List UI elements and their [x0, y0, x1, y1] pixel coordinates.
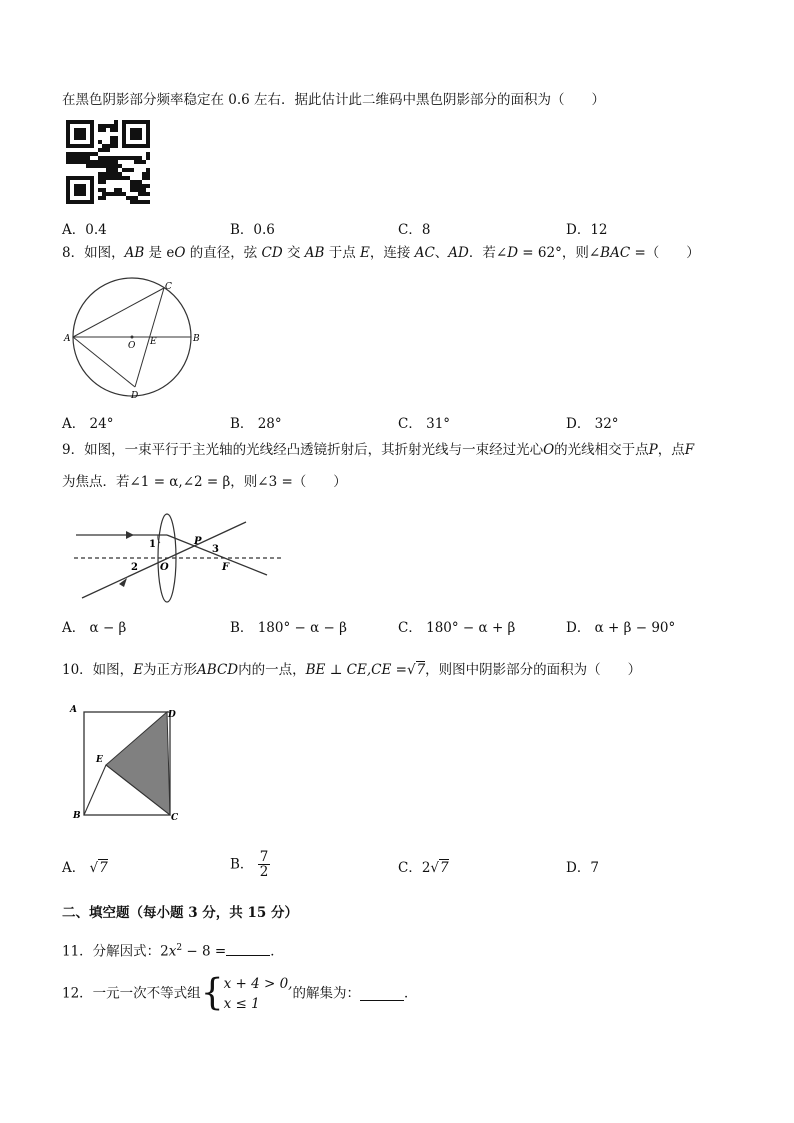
segment-be	[84, 765, 106, 815]
label-b: B	[73, 811, 81, 821]
angle-1-label: 1	[149, 539, 156, 550]
label-f: F	[222, 562, 230, 573]
label-c: C	[165, 282, 172, 292]
q9-option-b: B． 180° − α − β	[230, 620, 347, 636]
q7-stem: 在黑色阴影部分频率稳定在 0.6 左右．据此估计此二维码中黑色阴影部分的面积为（ ）	[62, 92, 606, 108]
q10-option-b: B． $\frac{7}{2}$	[230, 849, 269, 880]
label-o: O	[128, 341, 136, 351]
angle-2-label: 2	[131, 562, 138, 573]
q7-option-a: A．0.4	[62, 222, 107, 238]
q8-option-d: D． 32°	[566, 416, 619, 432]
lens-diagram	[64, 510, 294, 610]
label-a: A	[70, 705, 77, 715]
segment-ac	[73, 288, 164, 337]
square-diagram	[64, 700, 194, 830]
label-d: D	[131, 391, 139, 401]
q8-option-b: B． 28°	[230, 416, 282, 432]
q10-option-a: A． √7	[62, 860, 108, 876]
q9-stem-line1: 9．如图，一束平行于主光轴的光线经凸透镜折射后，其折射光线与一束经过光心O的光线相交于点P，点F	[62, 442, 695, 458]
label-b: B	[193, 334, 200, 344]
q7-option-d: D．12	[566, 222, 608, 238]
q9-option-d: D． α + β − 90°	[566, 620, 676, 636]
segment-ad	[73, 337, 135, 387]
q9-stem-line2: 为焦点．若∠1 = α,∠2 = β，则∠3 =（ ）	[62, 474, 347, 490]
refracted-ray	[167, 535, 267, 575]
label-a: A	[64, 334, 71, 344]
q10-option-c: C．2√7	[398, 860, 449, 876]
q8-option-a: A． 24°	[62, 416, 114, 432]
label-e: E	[150, 337, 157, 347]
angle-3-label: 3	[212, 544, 219, 555]
q10-option-d: D．7	[566, 860, 599, 876]
q7-option-b: B．0.6	[230, 222, 275, 238]
label-d: D	[168, 710, 176, 720]
q12-stem: 12．一元一次不等式组{ x + 4 > 0, x ≤ 1 的解集为： ．	[62, 972, 418, 1014]
q10-stem: 10．如图，E为正方形ABCD内的一点，BE ⊥ CE,CE =√7，则图中阴影部分的面积为（ ）	[62, 662, 642, 678]
label-o: O	[160, 562, 169, 573]
q9-option-a: A． α − β	[62, 620, 127, 636]
qr-code-image	[66, 120, 150, 204]
q7-option-c: C．8	[398, 222, 431, 238]
label-c: C	[171, 813, 179, 823]
answer-blank-11[interactable]	[226, 941, 270, 956]
section-heading: 二、填空题（每小题 3 分，共 15 分）	[62, 905, 298, 921]
q8-option-c: C． 31°	[398, 416, 451, 432]
answer-blank-12[interactable]	[360, 986, 404, 1001]
label-p: P	[194, 536, 202, 547]
label-e: E	[96, 755, 103, 765]
q11-stem: 11．分解因式：$2x^2 - 8$ = ．	[62, 938, 284, 962]
q9-option-c: C． 180° − α + β	[398, 620, 516, 636]
q8-stem: 8．如图，AB 是 eO 的直径，弦 CD 交 AB 于点 E，连接 AC、AD．若∠D = 62°，则∠BAC =（ ）	[62, 245, 700, 261]
circle-diagram	[60, 272, 210, 404]
shaded-triangle-ecd	[106, 712, 170, 815]
ray-through-center	[82, 522, 246, 598]
